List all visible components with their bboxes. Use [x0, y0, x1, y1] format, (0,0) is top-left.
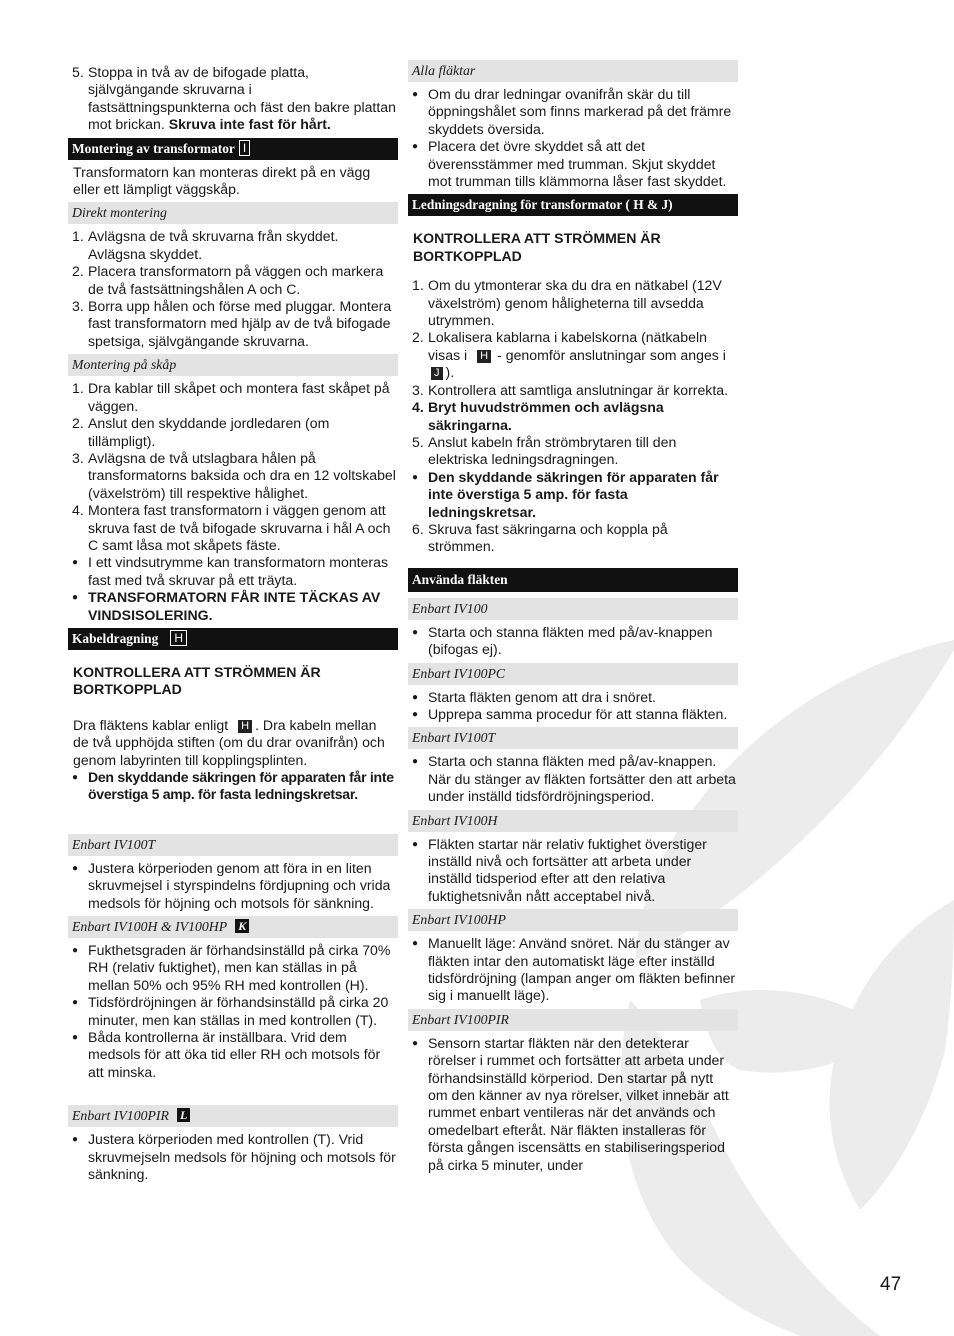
- list-item: ● Fukthetsgraden är förhandsinställd på cirka 70% RH (relativ fuktighet), men kan ställas in på mellan 50% och 95% RH med kontrollen (H).: [68, 942, 396, 994]
- iv100t-right-bullets: [408, 749, 738, 809]
- intro-list: [68, 60, 398, 138]
- section-header-ledningsdragning: Ledningsdragning för transformator ( H & J): [408, 194, 738, 216]
- left-column: [68, 60, 398, 1188]
- list-item: ● Fläkten startar när relativ fuktighet överstiger inställd nivå och fortsätter att arbeta under inställd tidsperiod efter att den relativa fuktighetsnivån nått acceptabel nivå.: [408, 836, 736, 906]
- subsection-header-iv100h-hp: Enbart IV100H & IV100HP K: [68, 916, 398, 938]
- list-item: ● Justera körperioden med kontrollen (T). Vrid skruvmejseln medsols för höjning och motsols för sänkning.: [68, 1131, 396, 1183]
- iv100h-bullets: [408, 832, 738, 910]
- skap-bullets: [68, 554, 398, 628]
- subsection-header-montering-skap: Montering på skåp: [68, 354, 398, 376]
- subsection-header-alla-flaktar: Alla fläktar: [408, 60, 738, 82]
- list-item: ● Manuellt läge: Använd snöret. När du stänger av fläkten intar den automatiskt läge efter inställd tidsfördröjning (lampan anger om fläkten befinner sig i manuellt läge).: [408, 935, 736, 1005]
- ledning-bullets: [408, 469, 738, 521]
- page-number: 47: [880, 1274, 902, 1295]
- iv100h-hp-bullets: [68, 938, 398, 1105]
- list-item: 2. Placera transformatorn på väggen och markera de två fastsättningshålen A och C.: [72, 263, 384, 297]
- iv100t-bullets: [68, 856, 398, 916]
- list-item: ● Den skyddande säkringen för apparaten får inte överstiga 5 amp. för fasta ledningskretsar.: [408, 469, 736, 521]
- direkt-list: [68, 224, 398, 354]
- list-item: ● Båda kontrollerna är inställbara. Vrid dem medsols för att öka tid eller RH och motsols för att minska.: [68, 1029, 396, 1081]
- list-item: 1. Dra kablar till skåpet och montera fast skåpet på väggen.: [72, 380, 390, 414]
- list-item: ● Justera körperioden genom att föra in en liten skruvmejsel i styrspindelns fördjupning och vrida medsols för höjning och motsols för sänkning.: [68, 860, 396, 912]
- ledning-list: [408, 273, 738, 468]
- list-item: 1. Om du ytmonterar ska du dra en nätkabel (12V växelström) genom håligheterna till avsedda utrymmen.: [412, 277, 722, 329]
- iv100pc-bullets: [408, 685, 738, 728]
- warning-text: KONTROLLERA ATT STRÖMMEN ÄR BORTKOPPLAD: [413, 230, 661, 264]
- list-item: ● Placera det övre skyddet så att det överensstämmer med trumman. Skjut skyddet mot trumman tills klämmorna låser fast skyddet.: [408, 138, 736, 190]
- figure-badge: H: [477, 350, 491, 363]
- list-item: ● Den skyddande säkringen för apparaten får inte överstiga 5 amp. för fasta ledningskretsar.: [68, 769, 396, 804]
- iv100hp-bullets: [408, 931, 738, 1009]
- list-item: 3. Borra upp hålen och förse med pluggar. Montera fast transformatorn med hjälp av de två bifogade spetsiga, självgängande skruvarna.: [72, 298, 392, 349]
- figure-badge: K: [235, 919, 249, 933]
- paragraph: Transformatorn kan monteras direkt på en vägg eller ett lämpligt väggskåp.: [73, 163, 371, 198]
- subsection-header-iv100pc: Enbart IV100PC: [408, 663, 738, 685]
- list-item: 3. Avlägsna de två utslagbara hålen på transformatorns baksida och dra en 12 voltskabel (växelström) till respektive hålighet.: [72, 449, 396, 501]
- iv100pir-bullets: [68, 1127, 398, 1187]
- list-item: ● Sensorn startar fläkten när den detekterar rörelser i rummet och fortsätter att arbeta under förhandsinställd körperiod. Den startar på nytt om den känner av nya rörelser, vilket innebär att rummet enbart ventileras när det används och omedelbart efteråt. När fläkten installeras för första gången iscensätts en stabiliseringsperiod på cirka 5 minuter, under: [408, 1035, 736, 1174]
- list-item: ● TRANSFORMATORN FÅR INTE TÄCKAS AV VINDSISOLERING.: [68, 589, 396, 624]
- subsection-header-direkt-montering: Direkt montering: [68, 202, 398, 224]
- section-header-kabeldragning: Kabeldragning H: [68, 628, 398, 650]
- list-item: 4. Montera fast transformatorn i väggen genom att skruva fast de två bifogade skruvarna i hål A och C samt låsa mot skåpets fäste.: [72, 502, 391, 553]
- list-item: 5. Stoppa in två av de bifogade platta, självgängande skruvarna i fastsättningspunkterna och fäst den bakre plattan mot brickan. Skruva inte fast för hårt.: [72, 64, 396, 133]
- list-item: ● I ett vindsutrymme kan transformatorn monteras fast med två skruvar på ett träyta.: [68, 554, 396, 589]
- kabel-bullets: [68, 769, 398, 834]
- list-item: 4. Bryt huvudströmmen och avlägsna säkringarna.: [412, 399, 664, 433]
- list-item: 3. Kontrollera att samtliga anslutningar är korrekta.: [412, 381, 729, 398]
- figure-badge: I: [239, 140, 250, 156]
- iv100-bullets: [408, 620, 738, 663]
- list-item: 2. Lokalisera kablarna i kabelskorna (nätkabeln visas i H - genomför anslutningar som anges iJ ).: [412, 329, 726, 381]
- section-header-anvanda-flakten: Använda fläkten: [408, 568, 738, 592]
- ledning-list-end: [408, 521, 738, 568]
- list-item: ● Starta och stanna fläkten med på/av-knappen (bifogas ej).: [408, 624, 736, 659]
- list-item: 6. Skruva fast säkringarna och koppla på strömmen.: [412, 520, 668, 555]
- subsection-header-iv100h: Enbart IV100H: [408, 810, 738, 832]
- list-item: ● Starta fläkten genom att dra i snöret.: [408, 689, 736, 706]
- figure-badge: J: [431, 367, 443, 380]
- right-column: [408, 60, 738, 1178]
- list-item: 1. Avlägsna de två skruvarna från skyddet. Avlägsna skyddet.: [72, 228, 339, 262]
- list-item: ● Om du drar ledningar ovanifrån skär du till öppningshålet som finns markerad på det främre skyddets översida.: [408, 86, 736, 138]
- list-item: 2. Anslut den skyddande jordledaren (om tillämpligt).: [72, 415, 330, 449]
- warning-text: KONTROLLERA ATT STRÖMMEN ÄR BORTKOPPLAD: [73, 663, 321, 698]
- subsection-header-iv100t-right: Enbart IV100T: [408, 727, 738, 749]
- list-item: 5. Anslut kabeln från strömbrytaren till den elektriska ledningsdragningen.: [412, 433, 677, 468]
- figure-badge: H: [170, 630, 187, 646]
- subsection-header-iv100pir: Enbart IV100PIR L: [68, 1105, 398, 1127]
- subsection-header-iv100hp: Enbart IV100HP: [408, 909, 738, 931]
- figure-badge: H: [238, 720, 252, 733]
- subsection-header-iv100: Enbart IV100: [408, 598, 738, 620]
- list-item: ● Tidsfördröjningen är förhandsinställd på cirka 20 minuter, men kan ställas in med kontrollen (T).: [68, 994, 396, 1029]
- paragraph: Dra fläktens kablar enligt H . Dra kabeln mellan de två upphöjda stiften (om du drar ovanifrån) och genom labyrinten till kopplingsplinten.: [73, 716, 385, 768]
- figure-badge: L: [177, 1108, 190, 1122]
- iv100pir-right-bullets: [408, 1031, 738, 1178]
- section-header-montering-transformator: Montering av transformator I: [68, 138, 398, 160]
- alla-bullets: [408, 82, 738, 194]
- subsection-header-iv100t: Enbart IV100T: [68, 834, 398, 856]
- subsection-header-iv100pir-right: Enbart IV100PIR: [408, 1009, 738, 1031]
- list-item: ● Upprepa samma procedur för att stanna fläkten.: [408, 706, 736, 723]
- skap-list: [68, 376, 398, 554]
- list-item: ● Starta och stanna fläkten med på/av-knappen. När du stänger av fläkten fortsätter den att arbeta under inställd tidsfördröjningsperiod.: [408, 753, 736, 805]
